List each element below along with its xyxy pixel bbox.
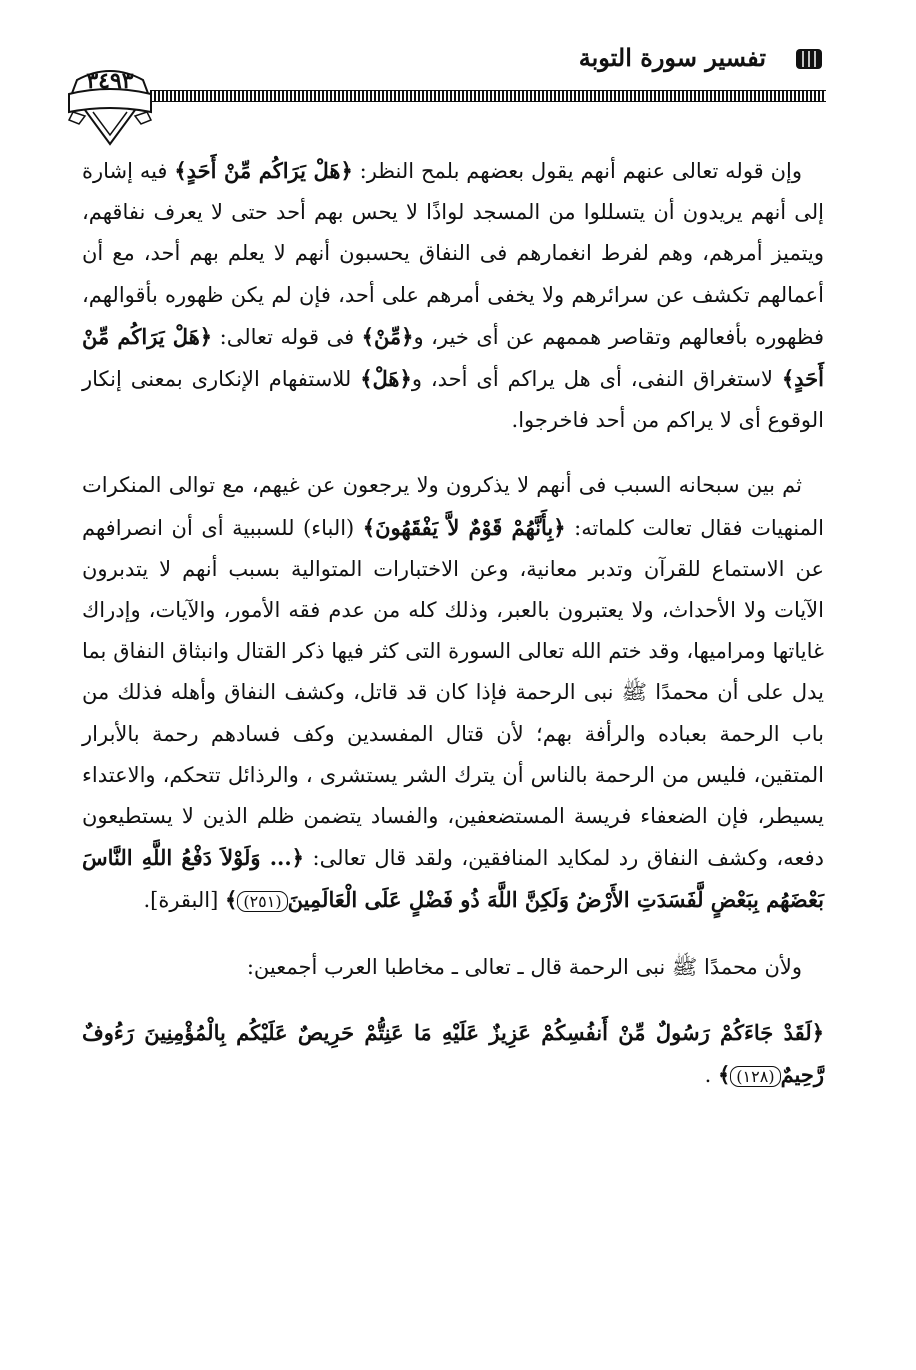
verse-number: (٢٥١) bbox=[237, 891, 287, 912]
paragraph bbox=[82, 947, 824, 988]
quran-quote: ﴿بِأَنَّهُمْ قَوْمٌ لاَّ يَفْقَهُونَ﴾ bbox=[362, 514, 566, 540]
quran-quote: ﴿هَلْ﴾ bbox=[360, 366, 412, 392]
verse-number: (١٢٨) bbox=[730, 1066, 780, 1087]
quran-quote: ﴿مِّنْ﴾ bbox=[361, 323, 414, 349]
text-run: وإن قوله تعالى عنهم أنهم يقول بعضهم بلمح النظر: bbox=[352, 159, 802, 183]
text-run: ولأن محمدًا ﷺ نبى الرحمة قال ـ تعالى ـ مخاطبا العرب أجمعين: bbox=[246, 954, 802, 979]
running-title: تفسير سورة التوبة bbox=[578, 43, 766, 72]
page-number: ٣٤٩٣ bbox=[86, 68, 134, 94]
text-run: فى قوله تعالى: bbox=[212, 324, 362, 349]
text-run: لاستغراق النفى، أى هل يراكم أى أحد، و bbox=[411, 367, 782, 392]
quran-quote: ﴾ bbox=[225, 887, 238, 913]
paragraph bbox=[82, 1012, 824, 1097]
page-header bbox=[0, 0, 916, 150]
text-run: (الباء) للسببية أى أن انصرافهم عن الاستماع للقرآن وتدبر معانية، وعن الاختبارات المتوالية بسبب أنهم لا يتدبرون الآيات ولا الأحداث، ولا يعتبرون بالعبر، وذلك كله من عدم فقه الأمور، والآيات، وإدراك غاياتها ومراميها، وقد ختم الله تعالى السورة التى كثر فيها ذكر القتال وانبثاق النفاق بما يدل على أن محمدًا ﷺ نبى الرحمة فإذا كان قد قاتل، وكشف النفاق وأهله فذلك من باب الرحمة بعباده والرأفة بهم؛ لأن قتال المفسدين وكف فسادهم رحمة بالأبرار المتقين، فليس من الرحمة بالناس أن يترك الشر يستشرى ، والرذائل تتحكم، والاعتداء يسيطر، فإن الضعفاء فريسة المستضعفين، والفساد يتضمن ظلم الذين لا يستطيعون دفعه، وكشف النفاق رد لمكايد المنافقين، ولقد قال تعالى: bbox=[82, 515, 824, 871]
text-run: . bbox=[704, 1063, 718, 1088]
body-text bbox=[82, 150, 824, 1097]
text-run: للاستفهام الإنكارى بمعنى إنكار الوقوع أى لا يراكم من أحد فاخرجوا. bbox=[82, 367, 824, 433]
text-run: [البقرة]. bbox=[143, 888, 225, 913]
text-run: ثم بين سبحانه السبب فى أنهم لا يذكرون ولا يرجعون عن غيهم، مع توالى المنكرات المنهيات فقال تعالت كلماته: bbox=[82, 473, 824, 540]
paragraph bbox=[82, 150, 824, 441]
ornament-icon bbox=[794, 46, 824, 72]
quran-quote: ﴿لَقَدْ جَاءَكُمْ رَسُولٌ مِّنْ أَنفُسِكُمْ عَزِيزٌ عَلَيْهِ مَا عَنِتُّمْ حَرِيصٌ عَلَيْكُم بِالْمُؤْمِنِينَ رَءُوفٌ رَّحِيمٌ bbox=[82, 1019, 824, 1088]
header-rule bbox=[150, 90, 826, 102]
quran-quote: ﴿هَلْ يَرَاكُم مِّنْ أَحَدٍ﴾ bbox=[174, 158, 353, 183]
paragraph bbox=[82, 465, 824, 922]
text-run: فيه إشارة إلى أنهم يريدون أن يتسللوا من المسجد لواذًا لا يحس بهم أحد حتى لا يعرف نفاقهم، ويتميز أمرهم، وهم لفرط انغمارهم فى النفاق يحسبون أنهم لا يعلم بهم أحد، مع أن أعمالهم تكشف عن سرائرهم ولا يخفى أمرهم على أحد، فإن لم يكن ظهوره بأقوالهم، فظهوره بأفعالهم وتقاصر هممهم عن أى خير، و bbox=[82, 159, 825, 349]
quran-quote: ﴿... وَلَوْلاَ دَفْعُ اللَّهِ النَّاسَ بَعْضَهُم بِبَعْضٍ لَّفَسَدَتِ الأَرْضُ وَلَكِنَّ اللَّهَ ذُو فَضْلٍ عَلَى الْعَالَمِينَ bbox=[82, 845, 824, 913]
quran-quote: ﴾ bbox=[717, 1062, 731, 1088]
quran-quote: ﴿هَلْ يَرَاكُم مِّنْ أَحَدٍ﴾ bbox=[82, 323, 824, 392]
